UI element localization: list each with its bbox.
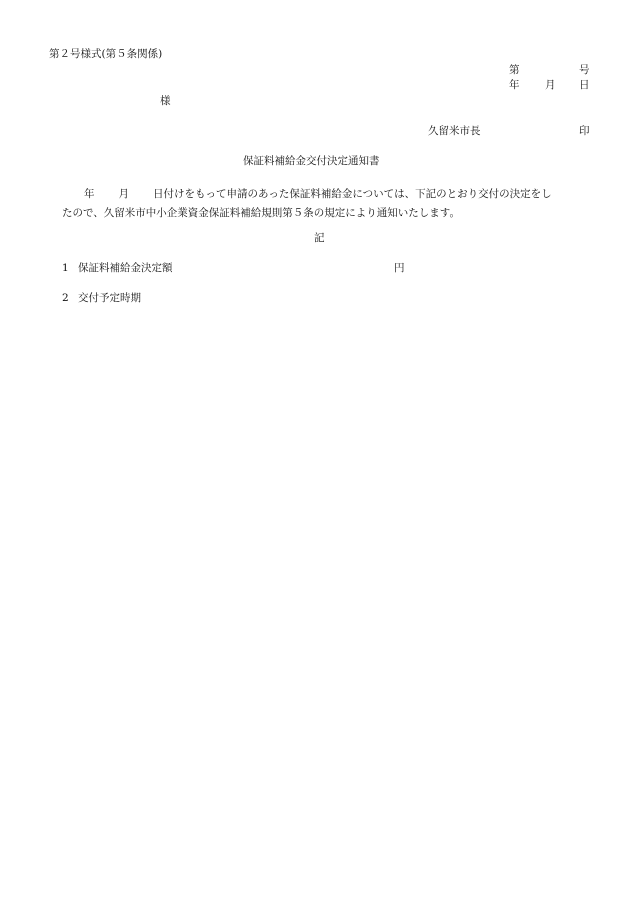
body-month: 月: [118, 188, 129, 200]
document-title: 保証料補給金交付決定通知書: [243, 155, 380, 167]
item-2-number: 2: [62, 292, 69, 304]
form-number-label: 第２号様式(第５条関係): [49, 48, 163, 60]
doc-number-prefix: 第: [509, 64, 520, 76]
issuer-seal: 印: [579, 125, 590, 137]
date-day: 日: [579, 79, 590, 91]
addressee-suffix: 様: [160, 95, 171, 107]
body-year: 年: [84, 188, 95, 200]
body-line-1: [62, 185, 592, 204]
issuer-name: 久留米市長: [428, 125, 481, 137]
body-text-1: 日付けをもって申請のあった保証料補給金については、下記のとおり交付の決定をし: [153, 188, 552, 200]
body-line-2: [62, 204, 592, 223]
body-text-2: たので、久留米市中小企業資金保証料補給規則第５条の規定により通知いたします。: [62, 207, 460, 219]
date-year: 年: [509, 79, 520, 91]
item-1-label: 保証料補給金決定額: [78, 262, 173, 274]
item-2-label: 交付予定時期: [78, 292, 141, 304]
ki-heading: 記: [314, 232, 325, 244]
body-paragraph: [62, 185, 592, 223]
doc-number-suffix: 号: [579, 64, 590, 76]
item-1-unit: 円: [394, 262, 405, 274]
date-month: 月: [545, 79, 556, 91]
item-1-number: 1: [62, 262, 69, 274]
